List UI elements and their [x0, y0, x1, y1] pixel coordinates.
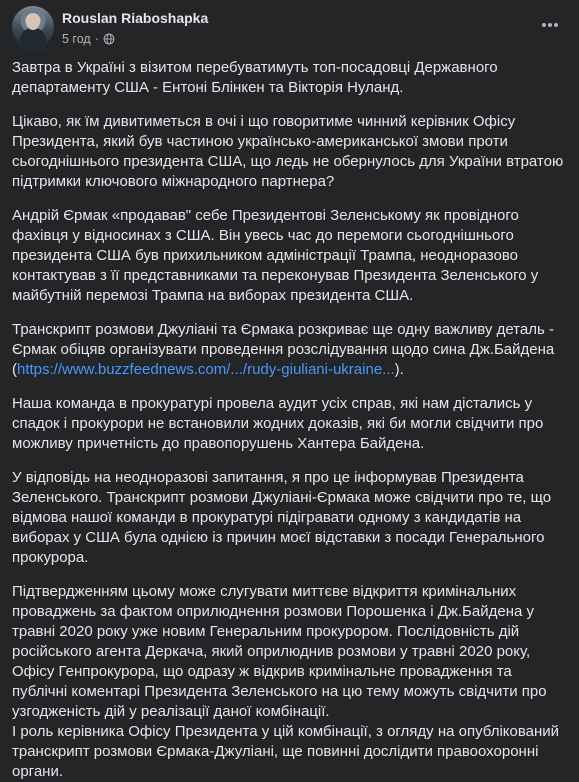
post-paragraph-3: Андрій Єрмак «продавав" себе Президентові Зеленському як провідного фахівця у відносинах з США. Він увесь час до перемоги сьогоднішнього президента США був прихильником адміністрації Трампа, неодноразово контактував з її представниками та переконував Президента Зеленського у майбутній перемозі Трампа на виборах президента США. — [12, 207, 539, 304]
meta-separator: · — [94, 32, 99, 46]
paragraph-4-text-before: Транскрипт розмови Джуліані та Єрмака розкриває ще одну важливу деталь - Єрмак обіцяв організувати проведення розслідування щодо сина Дж.Байдена ( — [12, 321, 555, 378]
article-link[interactable]: https://www.buzzfeednews.com/.../rudy-giuliani-ukraine... — [17, 361, 395, 378]
author-name[interactable]: Rouslan Riaboshapka — [62, 10, 209, 26]
post-timestamp[interactable]: 5 год — [62, 32, 91, 46]
post-body — [12, 58, 567, 782]
paragraph-4-text-after: ). — [394, 361, 404, 378]
post-paragraph-5: Наша команда в прокуратурі провела аудит усіх справ, які нам дістались у спадок і прокурори не встановили жодних доказів, які би могли свідчити про можливу причетність до правопорушень Хантера Байдена. — [12, 395, 544, 452]
post-paragraph-8: І роль керівника Офісу Президента у цій комбінації, з огляду на опублікований транскрипт розмови Єрмака-Джуліані, ще повинні дослідити правоохоронні органи. — [12, 723, 560, 780]
post-paragraph-1: Завтра в Україні з візитом перебуватимуть топ-посадовці Державного департаменту США - Ентоні Блінкен та Вікторія Нуланд. — [12, 59, 498, 96]
avatar-face — [26, 14, 40, 30]
avatar-body — [20, 28, 46, 52]
more-options-button[interactable] — [535, 10, 565, 40]
post-meta — [62, 32, 115, 46]
post-paragraph-7: Підтвердженням цьому може слугувати миттєве відкриття кримінальних проваджень за фактом оприлюднення розмови Порошенка і Дж.Байдена у травні 2020 року уже новим Генеральним прокурором. Послідовність дій російського агента Деркача, який оприлюднив розмови у травні 2020 року, Офісу Генпрокурора, що одразу ж відкрив кримінальне провадження та публічні коментарі Президента Зеленського на цю тему можуть свідчити про узгодженість дій у реалізації даної комбінації. — [12, 583, 547, 720]
globe-icon — [103, 33, 115, 45]
author-avatar[interactable] — [12, 6, 54, 48]
post-paragraph-2: Цікаво, як їм дивитиметься в очі і що говоритиме чинний керівник Офісу Президента, який був частиною українсько-американської змови проти сьогоднішнього президента США, що ледь не обернулось для України втратою підтримки ключового міжнародного партнера? — [12, 113, 564, 190]
post-header — [12, 6, 567, 54]
post-paragraph-6: У відповідь на неодноразові запитання, я про це інформував Президента Зеленського. Транскрипт розмови Джуліані-Єрмака може свідчити про те, що відмова нашої команди в прокуратурі підігравати одному з кандидатів на виборах у США була однією із причин моєї відставки з посади Генерального прокурора. — [12, 469, 552, 566]
more-options-icon — [540, 15, 560, 35]
post-paragraph-4 — [12, 320, 567, 380]
